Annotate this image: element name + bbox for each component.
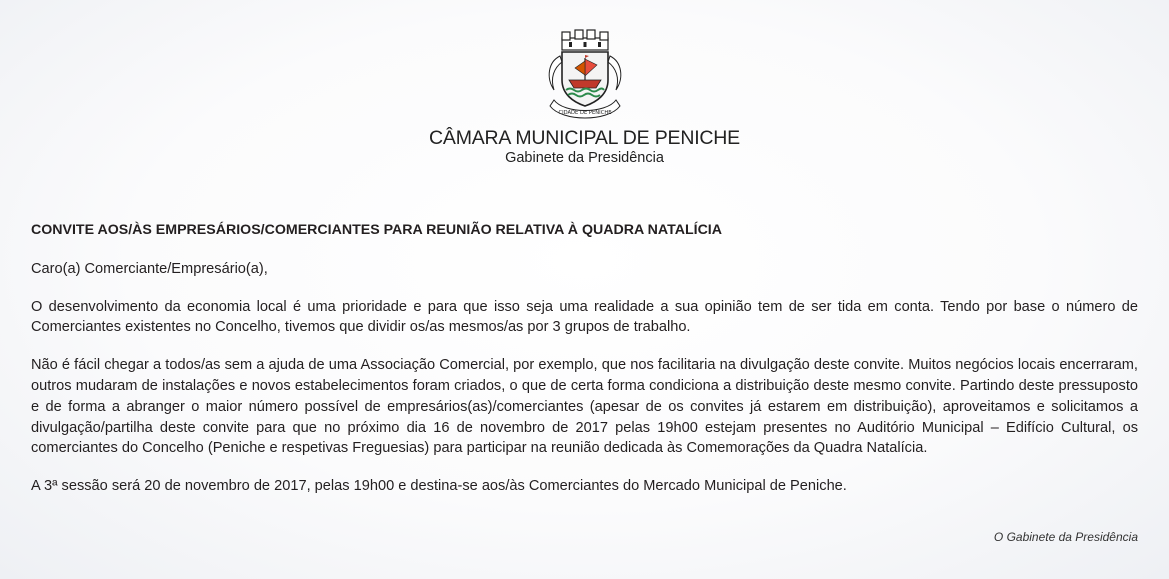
municipal-coat-of-arms-icon	[540, 28, 630, 124]
department-name: Gabinete da Presidência	[505, 150, 664, 166]
letter-paragraph-3: A 3ª sessão será 20 de novembro de 2017, pelas 19h00 e destina-se aos/às Comerciantes do Mercado Municipal de Peniche.	[31, 478, 847, 495]
letter-body	[31, 220, 1138, 514]
letter-greeting: Caro(a) Comerciante/Empresário(a),	[31, 260, 268, 277]
letter-paragraph-2: Não é fácil chegar a todos/as sem a ajuda de uma Associação Comercial, por exemplo, que nos facilitaria na divulgação deste convite. Muitos negócios locais encerraram, outros mudaram de instalações e novos estabelecimentos foram criados, o que de certa forma condiciona a distribuição deste mesmo convite. Partindo deste pressuposto e de forma a abranger o maior número possível de empresários(as)/comerciantes (apesar de os convites já estarem em distribuição), aproveitamos e solicitamos a divulgação/partilha deste convite para que no próximo dia 16 de novembro de 2017 pelas 19h00 estejam presentes no Auditório Municipal – Edifício Cultural, os comerciantes do Concelho (Peniche e respetivas Freguesias) para participar na reunião dedicada às Comemorações da Quadra Natalícia.	[31, 357, 1138, 457]
svg-text:CIDADE DE PENICHE: CIDADE DE PENICHE	[558, 110, 612, 116]
letter-signature: O Gabinete da Presidência	[993, 530, 1138, 544]
letter-title: CONVITE AOS/ÀS EMPRESÁRIOS/COMERCIANTES PARA REUNIÃO RELATIVA À QUADRA NATALÍCIA	[31, 222, 722, 238]
letter-paragraph-1: O desenvolvimento da economia local é uma prioridade e para que isso seja uma realidade a sua opinião tem de ser tida em conta. Tendo por base o número de Comerciantes existentes no Concelho, tivemos que dividir os/as mesmos/as por 3 grupos de trabalho.	[31, 298, 1138, 336]
organization-name: CÂMARA MUNICIPAL DE PENICHE	[429, 127, 740, 149]
